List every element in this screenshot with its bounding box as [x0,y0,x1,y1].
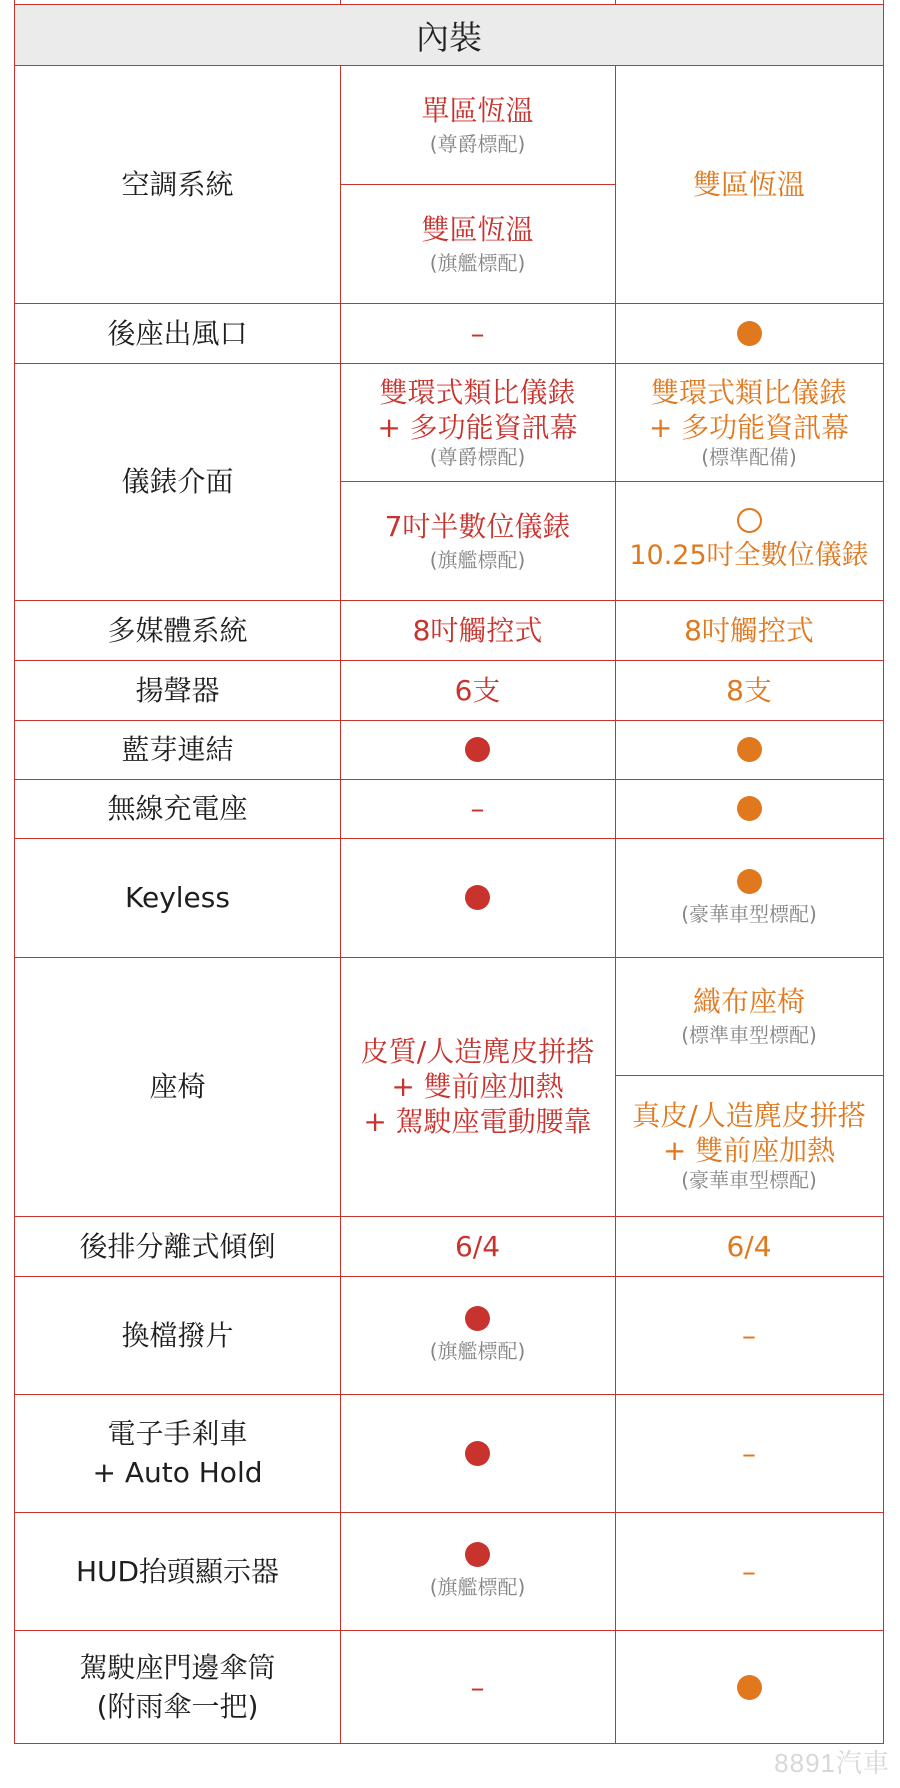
cell-speakers-a [340,660,615,720]
cell-cluster-a1 [340,363,615,481]
value-text: 雙區恆溫 [421,212,534,246]
filled-dot-icon [465,737,490,762]
row-label-bluetooth [15,720,340,779]
watermark-logo: 8891汽車 [774,1748,890,1778]
cell-epb-b [615,1394,883,1512]
cell-paddles-b [615,1276,883,1394]
label-text: 後排分離式傾倒 [79,1229,276,1263]
label-text: 換檔撥片 [121,1318,234,1352]
note-text: (標準車型標配) [681,1023,817,1047]
cell-speakers-b [615,660,883,720]
row-label-rear-vent [15,303,340,363]
note-text: (豪華車型標配) [681,901,817,926]
cell-cluster-a2 [340,481,615,600]
cell-hud-b [615,1512,883,1630]
value-text: 雙區恆溫 [692,168,805,201]
value-text: 單區恆溫 [421,94,534,127]
filled-dot-icon [465,1441,490,1466]
cell-umbrella-b [615,1630,883,1744]
row-label-multimedia [15,600,340,660]
note-text: (尊爵標配) [429,444,526,469]
filled-dot-icon [737,1675,762,1700]
value-text: 6/4 [454,1229,501,1263]
cell-bluetooth-b [615,720,883,779]
filled-dot-icon [465,885,490,910]
row-label-cluster [15,363,340,600]
cell-keyless-b [615,838,883,957]
value-text: 6支 [454,673,501,707]
cell-keyless-a [340,838,615,957]
row-label-split-rear [15,1216,340,1276]
label-text: 藍芽連結 [121,733,234,766]
row-label-speakers [15,660,340,720]
spec-table [14,0,884,1744]
section-header [15,4,883,66]
note-text: (旗艦標配) [429,1339,526,1363]
cell-bluetooth-a [340,720,615,779]
cell-seats-b1 [615,957,883,1075]
note-text: (標準配備) [701,444,797,469]
filled-dot-icon [737,737,762,762]
cell-aircon-standard [340,66,615,184]
value-text: 皮質/人造麂皮拼搭 [360,1035,595,1068]
cell-hud-a [340,1512,615,1630]
filled-dot-icon [737,869,762,894]
label-text: 駕駛座門邊傘筒 [79,1651,276,1684]
note-text: (旗艦標配) [429,547,526,572]
row-label-hud [15,1512,340,1630]
cell-multimedia-b [615,600,883,660]
label-text: 無線充電座 [107,792,248,825]
cell-cluster-b2 [615,481,883,600]
label-text: 多媒體系統 [107,613,248,647]
label-text: 座椅 [149,1070,206,1103]
label-text: 電子手剎車 [107,1417,248,1450]
value-text: 織布座椅 [692,985,805,1018]
dash-mark: – [470,1670,485,1704]
row-label-keyless [15,838,340,957]
cell-split-rear-b [615,1216,883,1276]
row-label-epb [15,1394,340,1512]
dash-mark: – [470,792,485,825]
filled-dot-icon [737,796,762,821]
cell-multimedia-a [340,600,615,660]
note-text: (旗艦標配) [429,250,526,275]
section-title: 內裝 [416,17,482,57]
value-text: + 駕駛座電動腰靠 [363,1105,592,1138]
value-text: 雙環式類比儀錶 [650,375,847,409]
cell-seats-b2 [615,1075,883,1216]
value-text: 雙環式類比儀錶 [379,375,576,409]
value-text: + 多功能資訊幕 [648,410,850,444]
label-text: (附雨傘一把) [96,1690,259,1723]
row-label-aircon [15,66,340,303]
value-text: 6/4 [726,1229,772,1263]
value-text: 10.25吋全數位儀錶 [629,540,869,572]
value-text: 真皮/人造麂皮拼搭 [632,1099,866,1132]
filled-dot-icon [465,1306,490,1331]
value-text: + 多功能資訊幕 [377,410,578,444]
cell-rear-vent-b [615,303,883,363]
dash-mark: – [470,316,485,350]
cell-umbrella-a [340,1630,615,1744]
value-text: 8吋觸控式 [684,613,814,647]
cell-aircon-competitor [615,66,883,303]
cell-split-rear-a [340,1216,615,1276]
value-text: + 雙前座加熱 [662,1134,836,1167]
filled-dot-icon [737,321,762,346]
cell-wireless-b [615,779,883,838]
filled-dot-icon [465,1542,490,1567]
row-label-wireless-charging [15,779,340,838]
label-text: 後座出風口 [107,316,248,350]
dash-mark: – [742,1554,756,1588]
label-text: HUD抬頭顯示器 [75,1554,280,1588]
cell-wireless-a [340,779,615,838]
note-text: (豪華車型標配) [681,1168,817,1192]
cell-epb-a [340,1394,615,1512]
row-label-umbrella [15,1630,340,1744]
value-text: + 雙前座加熱 [391,1070,564,1103]
label-text: + Auto Hold [92,1456,263,1489]
optional-circle-icon [737,508,762,533]
cell-paddles-a [340,1276,615,1394]
cell-cluster-b1 [615,363,883,481]
label-text: 空調系統 [121,168,234,201]
value-text: 7吋半數位儀錶 [384,509,571,543]
cell-rear-vent-a [340,303,615,363]
row-label-seats [15,957,340,1216]
label-text: 揚聲器 [135,673,220,707]
cell-aircon-flagship [340,184,615,303]
cell-seats-a [340,957,615,1216]
row-label-paddles [15,1276,340,1394]
label-text: 儀錶介面 [121,465,234,498]
label-text: Keyless [125,881,230,914]
dash-mark: – [742,1318,756,1352]
note-text: (旗艦標配) [429,1575,526,1599]
value-text: 8吋觸控式 [412,613,543,647]
value-text: 8支 [726,673,772,707]
dash-mark: – [742,1436,756,1470]
note-text: (尊爵標配) [429,132,526,156]
